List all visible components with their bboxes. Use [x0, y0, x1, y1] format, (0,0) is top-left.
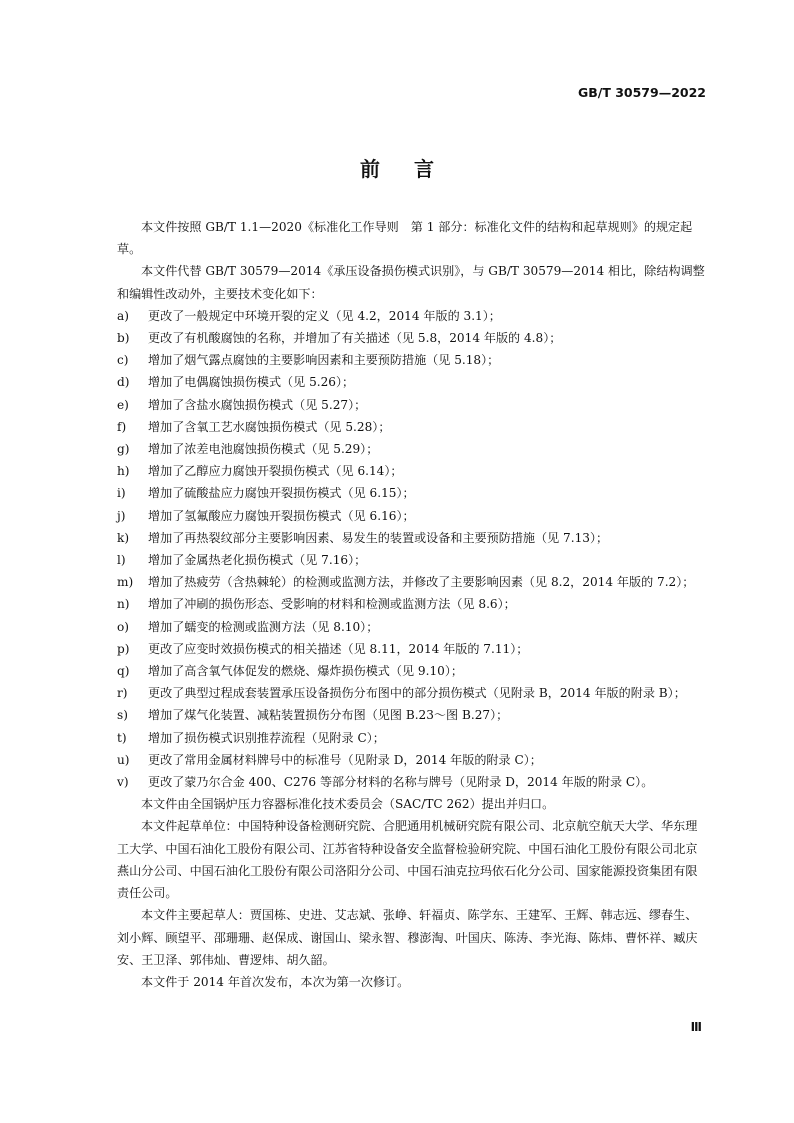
list-item-text: 更改了常用金属材料牌号中的标准号（见附录 D，2014 年版的附录 C）；	[148, 752, 542, 767]
page-title: 前言	[360, 157, 468, 181]
list-item	[117, 505, 707, 527]
list-item	[117, 327, 707, 349]
list-item-text: 更改了有机酸腐蚀的名称，并增加了有关描述（见 5.8，2014 年版的 4.8）；	[148, 331, 562, 346]
list-item-marker: h)	[117, 464, 130, 479]
list-item-marker: k)	[117, 530, 130, 545]
list-item	[117, 482, 707, 504]
list-item-marker: j)	[117, 508, 126, 523]
list-item-marker: c)	[117, 353, 129, 368]
list-item	[117, 704, 707, 726]
list-item-text: 增加了乙醇应力腐蚀开裂损伤模式（见 6.14）；	[148, 464, 403, 479]
list-item-text: 增加了硫酸盐应力腐蚀开裂损伤模式（见 6.15）；	[148, 486, 415, 501]
list-item	[117, 660, 707, 682]
list-item	[117, 638, 707, 660]
list-item-text: 增加了损伤模式识别推荐流程（见附录 C）；	[148, 730, 385, 745]
list-item-text: 更改了一般规定中环境开裂的定义（见 4.2，2014 年版的 3.1）；	[148, 308, 501, 323]
list-item-text: 增加了再热裂纹部分主要影响因素、易发生的装置或设备和主要预防措施（见 7.13）；	[148, 530, 609, 545]
list-item	[117, 549, 707, 571]
list-item-marker: v)	[117, 775, 129, 790]
paragraph-drafters: 本文件主要起草人：贾国栋、史进、艾志斌、张峥、轩福贞、陈学东、王建军、王辉、韩志远、缪春生、刘小辉、顾望平、邵珊珊、赵保成、谢国山、梁永智、穆澎淘、叶国庆、陈涛、李光海、陈炜、曹怀祥、臧庆安、王卫泽、郭伟灿、曹逻炜、胡久韶。	[117, 908, 698, 967]
list-item	[117, 305, 707, 327]
list-item	[117, 616, 707, 638]
list-item-text: 增加了浓差电池腐蚀损伤模式（见 5.29）；	[148, 442, 379, 457]
list-item-text: 更改了典型过程成套装置承压设备损伤分布图中的部分损伤模式（见附录 B，2014 年版的附录 B）；	[148, 686, 686, 701]
list-item	[117, 771, 707, 793]
paragraph-drafting-rules: 本文件按照 GB/T 1.1—2020《标准化工作导则 第 1 部分：标准化文件的结构和起草规则》的规定起草。	[117, 220, 693, 257]
list-item-marker: f)	[117, 419, 127, 434]
list-item	[117, 571, 707, 593]
paragraph-publication-history: 本文件于 2014 年首次发布，本次为第一次修订。	[141, 974, 410, 989]
list-item	[117, 394, 707, 416]
list-item-marker: t)	[117, 730, 127, 745]
list-item	[117, 438, 707, 460]
list-item-marker: o)	[117, 619, 129, 634]
list-item-marker: d)	[117, 375, 130, 390]
page-number: Ⅲ	[690, 1020, 702, 1034]
list-item-text: 增加了含盐水腐蚀损伤模式（见 5.27）；	[148, 397, 367, 412]
list-item-text: 增加了金属热老化损伤模式（见 7.16）；	[148, 553, 367, 568]
list-item-text: 增加了冲刷的损伤形态、受影响的材料和检测或监测方法（见 8.6）；	[148, 597, 516, 612]
foreword-body	[117, 216, 707, 993]
list-item-marker: a)	[117, 308, 129, 323]
paragraph-drafting-units: 本文件起草单位：中国特种设备检测研究院、合肥通用机械研究院有限公司、北京航空航天大学、华东理工大学、中国石油化工股份有限公司、江苏省特种设备安全监督检验研究院、中国石油化工股份有限公司北京燕山分公司、中国石油化工股份有限公司洛阳分公司、中国石油克拉玛依石化分公司、国家能源投资集团有限责任公司。	[117, 819, 698, 901]
list-item-text: 增加了蠕变的检测或监测方法（见 8.10）；	[148, 619, 379, 634]
paragraph-replacement: 本文件代替 GB/T 30579—2014《承压设备损伤模式识别》，与 GB/T 30579—2014 相比，除结构调整和编辑性改动外，主要技术变化如下：	[117, 264, 705, 301]
standard-number: GB/T 30579—2022	[577, 85, 706, 100]
list-item	[117, 749, 707, 771]
list-item-marker: q)	[117, 664, 130, 679]
list-item-text: 增加了氢氟酸应力腐蚀开裂损伤模式（见 6.16）；	[148, 508, 415, 523]
list-item-marker: i)	[117, 486, 126, 501]
list-item-text: 增加了煤气化装置、减粘装置损伤分布图（见图 B.23～图 B.27）；	[148, 708, 509, 723]
list-item-text: 增加了热疲劳（含热棘轮）的检测或监测方法，并修改了主要影响因素（见 8.2，2014 年版的 7.2）；	[148, 575, 695, 590]
list-item-text: 增加了高含氧气体促发的燃烧、爆炸损伤模式（见 9.10）；	[148, 664, 463, 679]
paragraph-proposer: 本文件由全国锅炉压力容器标准化技术委员会（SAC/TC 262）提出并归口。	[141, 797, 555, 812]
list-item-text: 增加了烟气露点腐蚀的主要影响因素和主要预防措施（见 5.18）；	[148, 353, 500, 368]
list-item-marker: m)	[117, 575, 134, 590]
list-item	[117, 527, 707, 549]
list-item-text: 更改了应变时效损伤模式的相关描述（见 8.11，2014 年版的 7.11）；	[148, 641, 529, 656]
list-item-marker: g)	[117, 442, 130, 457]
list-item-marker: s)	[117, 708, 128, 723]
list-item-marker: l)	[117, 553, 126, 568]
list-item-marker: b)	[117, 331, 130, 346]
technical-changes-list	[117, 305, 707, 793]
list-item-text: 增加了含氧工艺水腐蚀损伤模式（见 5.28）；	[148, 419, 391, 434]
list-item	[117, 416, 707, 438]
list-item	[117, 682, 707, 704]
list-item-marker: p)	[117, 641, 130, 656]
list-item-marker: e)	[117, 397, 129, 412]
list-item-marker: n)	[117, 597, 130, 612]
list-item-text: 增加了电偶腐蚀损伤模式（见 5.26）；	[148, 375, 355, 390]
list-item	[117, 371, 707, 393]
list-item-marker: r)	[117, 686, 128, 701]
list-item	[117, 349, 707, 371]
list-item-text: 更改了蒙乃尔合金 400、C276 等部分材料的名称与牌号（见附录 D，2014 年版的附录 C）。	[148, 775, 654, 790]
list-item	[117, 460, 707, 482]
list-item	[117, 727, 707, 749]
list-item	[117, 593, 707, 615]
list-item-marker: u)	[117, 752, 130, 767]
